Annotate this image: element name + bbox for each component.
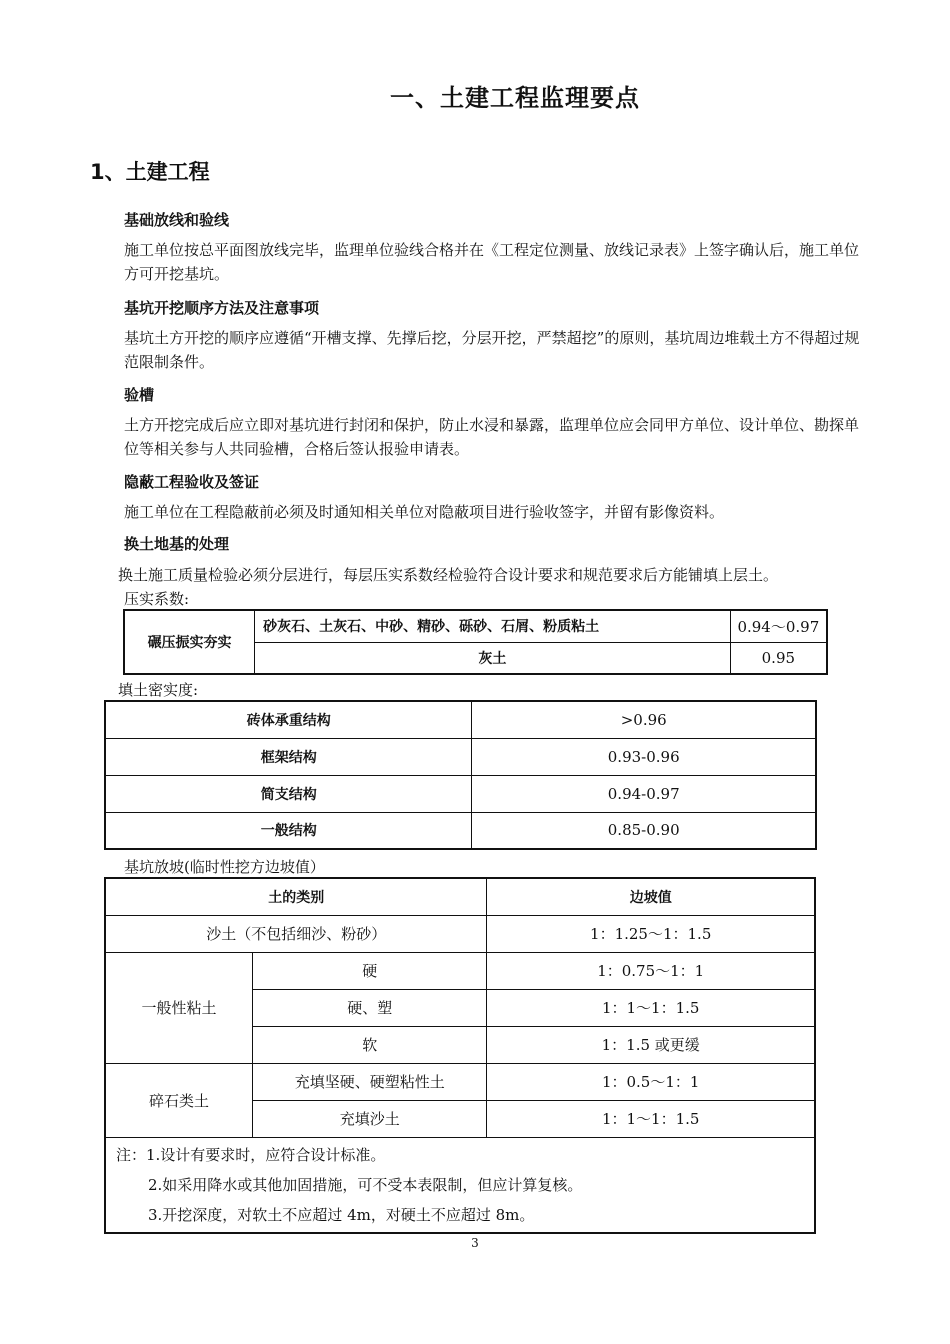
compaction-label: 压实系数: bbox=[124, 590, 190, 608]
slope-notes bbox=[105, 1137, 815, 1233]
slope-sub-cell: 硬、塑 bbox=[253, 989, 487, 1026]
note-line: 注：1.设计有要求时，应符合设计标准。 bbox=[116, 1145, 386, 1164]
slope-header-soil: 土的类别 bbox=[105, 878, 487, 915]
density-value-cell: >0.96 bbox=[472, 701, 816, 738]
paragraph-text: 施工单位按总平面图放线完毕，监理单位验线合格并在《工程定位测量、放线记录表》上签字确认后，施工单位方可开挖基坑。 bbox=[124, 241, 860, 283]
paragraph-layout-check bbox=[92, 238, 868, 286]
density-value-cell: 0.85-0.90 bbox=[472, 812, 816, 849]
density-value-cell: 0.93-0.96 bbox=[472, 738, 816, 775]
slope-value-cell: 1：1～1：1.5 bbox=[487, 989, 815, 1026]
slope-label: 基坑放坡(临时性挖方边坡值） bbox=[124, 858, 325, 876]
density-structure-cell: 框架结构 bbox=[105, 738, 472, 775]
compaction-material-cell: 砂灰石、土灰石、中砂、精砂、砾砂、石屑、粉质粘土 bbox=[255, 610, 731, 642]
slope-group-cell: 碎石类土 bbox=[105, 1063, 253, 1137]
paragraph-hidden-works bbox=[92, 500, 868, 524]
slope-sub-cell: 硬 bbox=[253, 952, 487, 989]
note-line: 2.如采用降水或其他加固措施，可不受本表限制，但应计算复核。 bbox=[148, 1175, 583, 1194]
compaction-value-cell: 0.94～0.97 bbox=[730, 610, 827, 642]
density-table bbox=[104, 700, 817, 850]
slope-soil-cell: 沙土（不包括细沙、粉砂） bbox=[105, 915, 487, 952]
subheading-excavation: 基坑开挖顺序方法及注意事项 bbox=[124, 299, 320, 317]
slope-value-cell: 1：1～1：1.5 bbox=[487, 1100, 815, 1137]
compaction-method-cell: 碾压振实夯实 bbox=[124, 610, 255, 674]
slope-sub-cell: 软 bbox=[253, 1026, 487, 1063]
subheading-hidden-works: 隐蔽工程验收及签证 bbox=[124, 473, 260, 491]
paragraph-text: 土方开挖完成后应立即对基坑进行封闭和保护，防止水浸和暴露，监理单位应会同甲方单位、设计单位、勘探单位等相关参与人共同验槽，合格后签认报验申请表。 bbox=[124, 416, 860, 458]
slope-value-cell: 1：1.25～1：1.5 bbox=[487, 915, 815, 952]
compaction-material-cell: 灰土 bbox=[255, 642, 731, 674]
slope-group-cell: 一般性粘土 bbox=[105, 952, 253, 1063]
slope-value-cell: 1：0.75～1：1 bbox=[487, 952, 815, 989]
subheading-layout-check: 基础放线和验线 bbox=[124, 211, 230, 229]
slope-value-cell: 1：0.5～1：1 bbox=[487, 1063, 815, 1100]
subheading-soil-replacement: 换土地基的处理 bbox=[124, 535, 230, 553]
paragraph-text: 基坑土方开挖的顺序应遵循“开槽支撑、先撑后挖，分层开挖，严禁超挖”的原则，基坑周边堆载土方不得超过规范限制条件。 bbox=[124, 329, 860, 371]
slope-sub-cell: 充填坚硬、硬塑粘性土 bbox=[253, 1063, 487, 1100]
page-number: 3 bbox=[471, 1236, 479, 1250]
slope-sub-cell: 充填沙土 bbox=[253, 1100, 487, 1137]
paragraph-soil-replacement: 换土施工质量检验必须分层进行，每层压实系数经检验符合设计要求和规范要求后方能铺填上层土。 bbox=[118, 566, 779, 584]
density-structure-cell: 一般结构 bbox=[105, 812, 472, 849]
page-title: 一、土建工程监理要点 bbox=[390, 84, 640, 112]
subheading-trench-check: 验槽 bbox=[124, 386, 155, 404]
density-value-cell: 0.94-0.97 bbox=[472, 775, 816, 812]
paragraph-text: 施工单位在工程隐蔽前必须及时通知相关单位对隐蔽项目进行验收签字，并留有影像资料。 bbox=[124, 503, 725, 521]
density-structure-cell: 砖体承重结构 bbox=[105, 701, 472, 738]
paragraph-excavation bbox=[92, 326, 868, 374]
slope-header-value: 边坡值 bbox=[487, 878, 815, 915]
compaction-value-cell: 0.95 bbox=[730, 642, 827, 674]
density-label: 填土密实度: bbox=[118, 681, 199, 699]
paragraph-trench-check bbox=[92, 413, 868, 461]
compaction-table bbox=[123, 609, 828, 675]
section-title: 1、土建工程 bbox=[90, 160, 210, 184]
slope-value-cell: 1：1.5 或更缓 bbox=[487, 1026, 815, 1063]
density-structure-cell: 简支结构 bbox=[105, 775, 472, 812]
slope-table bbox=[104, 877, 816, 1234]
note-line: 3.开挖深度，对软土不应超过 4m，对硬土不应超过 8m。 bbox=[148, 1205, 535, 1224]
